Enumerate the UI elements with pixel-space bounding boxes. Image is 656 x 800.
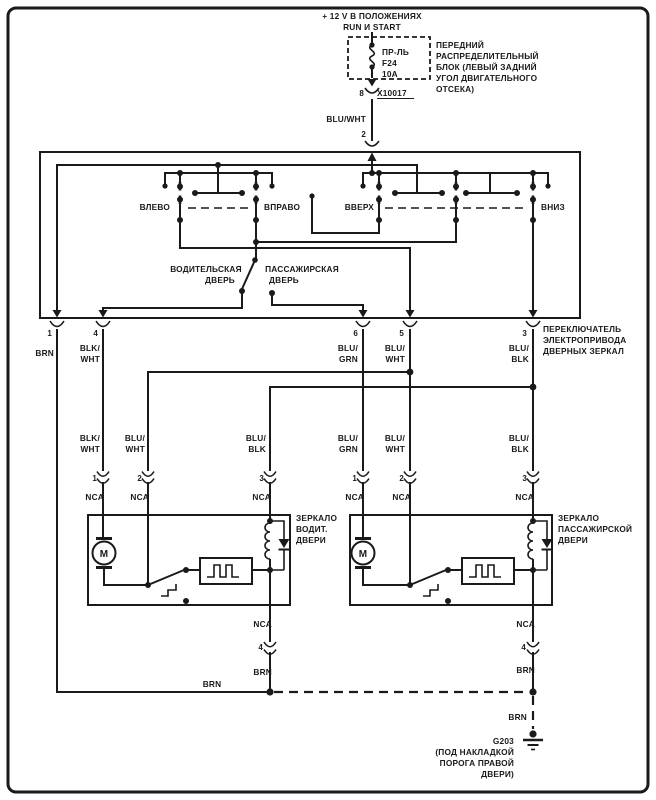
ground-circuit: [203, 679, 543, 779]
mirror-switch-assembly: [40, 152, 626, 356]
supply-mode-label: RUN И START: [343, 22, 401, 32]
junction-dot: [177, 170, 183, 176]
ground-location-label: ПОРОГА ПРАВОЙ: [439, 758, 514, 768]
heater-coil-icon: [528, 523, 533, 559]
wire-label-blu-blk: BLK: [248, 444, 266, 454]
nca-label: NCA: [252, 492, 271, 502]
arrow-down-icon: [359, 310, 368, 318]
junction-dot: [453, 217, 459, 223]
nca-pin-1: 1: [352, 474, 357, 483]
ground-id-label: G203: [492, 736, 514, 746]
junction-dot: [529, 688, 536, 695]
passenger-mirror-title: ПАССАЖИРСКОЙ: [558, 524, 633, 534]
wire-label-blu-grn: GRN: [338, 354, 358, 364]
wire-label-blu-wht: WHT: [385, 444, 405, 454]
ground-location-label: ДВЕРИ): [481, 769, 514, 779]
switch-wire: [180, 204, 410, 310]
nca-label: NCA: [130, 492, 149, 502]
heater-coil-icon: [265, 523, 270, 559]
nca-pin-4: 4: [521, 643, 526, 652]
fuse-rating-label: 10A: [382, 69, 398, 79]
direction-left-label: ВЛЕВО: [139, 202, 170, 212]
wire-color-label: BLU/WHT: [326, 114, 366, 124]
contact-dot: [445, 598, 451, 604]
switch-entry-pin: 2: [361, 130, 366, 139]
diode-icon: [542, 539, 553, 548]
brn-ground-wire: [57, 329, 270, 692]
switch-pin-1: 1: [47, 329, 52, 338]
junction-dot: [177, 217, 183, 223]
driver-route-wire: [103, 293, 242, 310]
dist-block-label: УГОЛ ДВИГАТЕЛЬНОГО: [436, 73, 538, 83]
wire-label-blu-wht: BLU/: [124, 433, 145, 443]
arrow-up-icon: [368, 153, 377, 162]
connector-id-label: X10017: [377, 88, 407, 98]
switch-pin-6: 6: [353, 329, 358, 338]
junction-dot: [376, 170, 382, 176]
ground-location-label: (ПОД НАКЛАДКОЙ: [435, 747, 514, 757]
connector-socket-icon: [97, 472, 539, 484]
wire-label-blu-blk: BLU/: [508, 343, 529, 353]
junction-dot: [253, 217, 259, 223]
junction-dot: [239, 190, 245, 196]
switch-pin-5: 5: [399, 329, 404, 338]
junction-dot: [369, 42, 374, 47]
motor-letter: M: [358, 549, 368, 560]
passenger-mirror-title: ДВЕРИ: [558, 535, 588, 545]
wire-label-blu-wht: BLU/: [384, 343, 405, 353]
arrow-down-icon: [529, 310, 538, 318]
fuse-abbr-label: ПР-ЛЬ: [382, 47, 410, 57]
nca-pin-1: 1: [92, 474, 97, 483]
junction-dot: [453, 170, 459, 176]
ground-terminal-dot: [529, 730, 536, 737]
contact-dot: [269, 183, 274, 188]
contact-dot: [183, 598, 189, 604]
driver-mirror-title: ВОДИТ.: [296, 524, 328, 534]
driver-mirror-title: ДВЕРИ: [296, 535, 326, 545]
diode-branch-wire: [270, 521, 284, 570]
junction-dot: [463, 190, 469, 196]
wire-label-blu-grn: GRN: [338, 444, 358, 454]
contact-dot: [360, 183, 365, 188]
direction-up-label: ВВЕРХ: [344, 202, 374, 212]
motor-return-wire: [363, 569, 408, 585]
wire-label-blk-wht: BLK/: [79, 343, 100, 353]
mirror-switch-lever: [410, 570, 446, 585]
switch-title: ЭЛЕКТРОПРИВОДА: [543, 335, 627, 345]
driver-mirror-assembly: [88, 513, 337, 692]
switch-box-outline: [40, 152, 580, 318]
connector-socket-icon: [50, 321, 540, 327]
wire-label-blu-grn: BLU/: [337, 343, 358, 353]
connector-socket-icon: [365, 141, 379, 146]
wire-label-brn: BRN: [253, 667, 272, 677]
wire-label-blk-wht: WHT: [80, 354, 100, 364]
nca-label: NCA: [345, 492, 364, 502]
switch-pin-4: 4: [93, 329, 98, 338]
nca-label: NCA: [85, 492, 104, 502]
direction-right-label: ВПРАВО: [264, 202, 301, 212]
wire-label-blu-blk: BLU/: [508, 433, 529, 443]
arrow-down-icon: [406, 310, 415, 318]
wire-label-brn: BRN: [35, 348, 54, 358]
dist-block-label: РАСПРЕДЕЛИТЕЛЬНЫЙ: [436, 51, 539, 61]
wire-label-brn: BRN: [508, 712, 527, 722]
blu-wht-branch-wire: [148, 372, 410, 585]
motor-return-wire: [104, 569, 146, 585]
pulse-resistor-icon: [469, 565, 501, 577]
wire-label-blk-wht: BLK/: [79, 433, 100, 443]
nca-label: NCA: [516, 619, 535, 629]
wire-label-blu-blk: BLU/: [245, 433, 266, 443]
nca-label: NCA: [392, 492, 411, 502]
driver-mirror-title: ЗЕРКАЛО: [296, 513, 338, 523]
wire-label-blu-blk: BLK: [511, 444, 529, 454]
motor-letter: M: [99, 549, 109, 560]
driver-door-label: ДВЕРЬ: [205, 275, 235, 285]
junction-dot: [253, 170, 259, 176]
switch-title: ДВЕРНЫХ ЗЕРКАЛ: [543, 346, 624, 356]
fuse-element-icon: [370, 45, 375, 67]
dist-block-label: ПЕРЕДНИЙ: [436, 40, 484, 50]
junction-dot: [266, 688, 273, 695]
thermal-element-icon: [423, 584, 438, 596]
nca-pin-2: 2: [137, 474, 142, 483]
contact-dot: [545, 183, 550, 188]
passenger-route-wire: [272, 293, 363, 310]
wire-label-blu-grn: BLU/: [337, 433, 358, 443]
pulse-resistor-icon: [207, 565, 239, 577]
wire-label-blu-wht: WHT: [385, 354, 405, 364]
wire-label-brn: BRN: [516, 665, 535, 675]
diode-icon: [279, 539, 290, 548]
fuse-id-label: F24: [382, 58, 397, 68]
switch-pin-3: 3: [522, 329, 527, 338]
nca-label: NCA: [253, 619, 272, 629]
junction-dot: [376, 217, 382, 223]
wire-label-blk-wht: WHT: [80, 444, 100, 454]
junction-dot: [407, 369, 414, 376]
arrow-down-icon: [99, 310, 108, 318]
contact-dot: [162, 183, 167, 188]
junction-dot: [530, 217, 536, 223]
direction-down-label: ВНИЗ: [541, 202, 565, 212]
nca-inline-connectors: [85, 472, 539, 503]
junction-dot: [192, 190, 198, 196]
switch-title: ПЕРЕКЛЮЧАТЕЛЬ: [543, 324, 622, 334]
junction-dot: [392, 190, 398, 196]
driver-door-label: ВОДИТЕЛЬСКАЯ: [170, 264, 242, 274]
arrow-down-icon: [53, 310, 62, 318]
diode-branch-wire: [533, 521, 547, 570]
harness-wiring: [35, 329, 539, 692]
thermal-element-icon: [161, 584, 176, 596]
nca-label: NCA: [515, 492, 534, 502]
passenger-mirror-outline: [350, 515, 552, 605]
nca-pin-3: 3: [522, 474, 527, 483]
passenger-mirror-title: ЗЕРКАЛО: [558, 513, 600, 523]
nca-pin-2: 2: [399, 474, 404, 483]
supply-circuit: [322, 11, 538, 173]
junction-dot: [439, 190, 445, 196]
dist-block-label: БЛОК (ЛЕВЫЙ ЗАДНИЙ: [436, 62, 537, 72]
junction-dot: [530, 384, 537, 391]
door-selector-switch: [103, 242, 363, 310]
nca-pin-3: 3: [259, 474, 264, 483]
driver-mirror-outline: [88, 515, 290, 605]
mirror-switch-lever: [148, 570, 184, 585]
selector-lever: [242, 260, 255, 289]
arrow-down-icon: [368, 79, 377, 87]
fuse-pin-number: 8: [359, 89, 364, 98]
passenger-door-label: ДВЕРЬ: [269, 275, 299, 285]
passenger-door-label: ПАССАЖИРСКАЯ: [265, 264, 339, 274]
supply-voltage-label: + 12 V В ПОЛОЖЕНИЯХ: [322, 11, 422, 21]
junction-dot: [530, 170, 536, 176]
passenger-mirror-assembly: [350, 513, 632, 692]
nca-pin-4: 4: [258, 643, 263, 652]
wire-label-blu-blk: BLK: [511, 354, 529, 364]
wire-label-blu-wht: WHT: [125, 444, 145, 454]
dist-block-label: ОТСЕКА): [436, 84, 475, 94]
contact-dot: [309, 193, 314, 198]
wire-label-brn: BRN: [202, 679, 222, 689]
wire-label-blu-wht: BLU/: [384, 433, 405, 443]
junction-dot: [514, 190, 520, 196]
